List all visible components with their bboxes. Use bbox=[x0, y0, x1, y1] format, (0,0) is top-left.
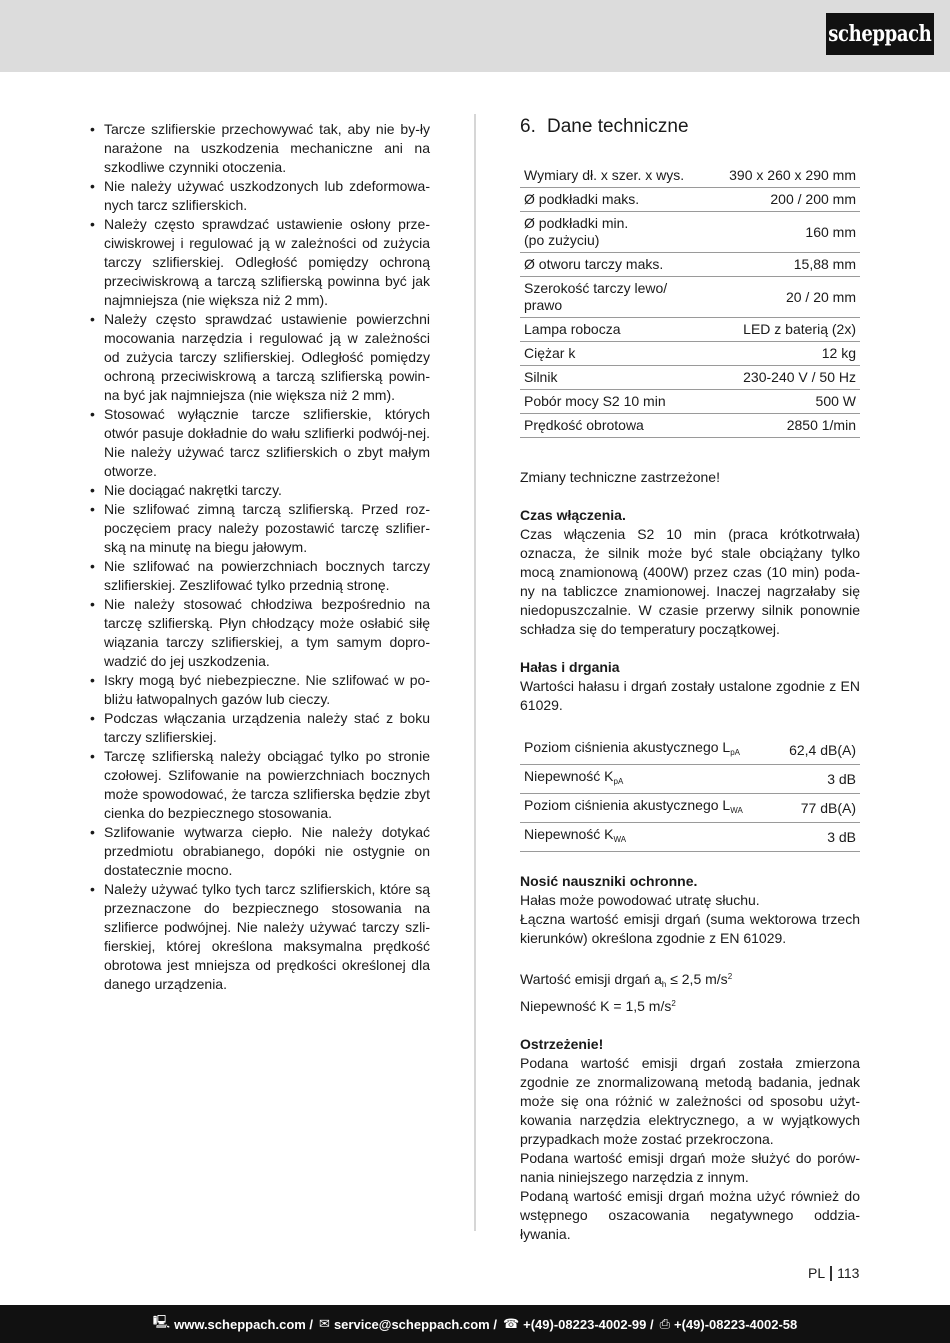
safety-bullet-item: • Należy często sprawdzać ustawienie powierzchni mocowania narzędzia i regulować ją w zależności od zużycia tarczy szlifierskiej. Odległość pomiędzy ochroną przeciwiskrową a tarczą szlifierską powin-na być jak najmniejsza (nie większa niż 2 mm). bbox=[88, 310, 430, 405]
spec-row bbox=[520, 277, 860, 318]
duty-heading: Czas włączenia. bbox=[520, 507, 626, 523]
noise-label: Poziom ciśnienia akustycznego $L_{WA}$ bbox=[520, 794, 776, 823]
spec-value: 12 kg bbox=[709, 342, 860, 366]
spec-label: Wymiary dł. x szer. x wys. bbox=[520, 164, 709, 188]
section-title: Dane techniczne bbox=[547, 116, 689, 137]
column-divider bbox=[474, 114, 476, 1231]
spec-value: 20 / 20 mm bbox=[709, 277, 860, 318]
spec-row bbox=[520, 212, 860, 253]
safety-bullet-item: • Nie szlifować zimną tarczą szlifierską. Przed roz-poczęciem pracy należy pozostawić tarczę szlifier-ską na minutę na biegu jałowym. bbox=[88, 500, 430, 557]
safety-bullet-item: • Należy używać tylko tych tarcz szlifierskich, które są przeznaczone do bezpiecznego stosowania na szlifierce podwójnej. Nie należy używać tarczy szli-fierskiej, której określona maksymalna prędkość obrotowa jest mniejsza od prędkości określonej dla danego urządzenia. bbox=[88, 880, 430, 994]
duty-text: Czas włączenia S2 10 min (praca krótkotrwała) oznacza, że silnik może być stale obciążany tylko mocą znamionową (400W) przez czas (10 min) poda-ny na tabliczce znamionowej. Inaczej nagrzałaby się niedopuszczalnie. W czasie przerwy silnik ponownie schładza się do temperatury początkowej. bbox=[520, 526, 860, 637]
spec-label: Ø otworu tarczy maks. bbox=[520, 253, 709, 277]
spec-label: Prędkość obrotowa bbox=[520, 414, 709, 438]
ear-line2: Łączna wartość emisji drgań (suma wektorowa trzech kierunków) określona zgodnie z EN 61029. bbox=[520, 911, 860, 946]
warning-p2: Podana wartość emisji drgań może służyć do porów-nania niniejszego narzędzia z innym. bbox=[520, 1150, 860, 1185]
spec-value: 200 / 200 mm bbox=[709, 188, 860, 212]
spec-row bbox=[520, 253, 860, 277]
safety-bullet-item: • Nie dociągać nakrętki tarczy. bbox=[88, 481, 430, 500]
spec-value: 160 mm bbox=[709, 212, 860, 253]
spec-value: 2850 1/min bbox=[709, 414, 860, 438]
spec-row bbox=[520, 164, 860, 188]
noise-row bbox=[520, 794, 860, 823]
contact-footer bbox=[0, 1305, 950, 1343]
spec-value: 390 x 260 x 290 mm bbox=[709, 164, 860, 188]
changes-note: Zmiany techniczne zastrzeżone! bbox=[520, 469, 720, 485]
spec-value: 230-240 V / 50 Hz bbox=[709, 366, 860, 390]
safety-bullet-item: • Stosować wyłącznie tarcze szlifierskie, których otwór pasuje dokładnie do wału szlifierki podwój-nej. Nie należy używać tarcz szlifierskich o zbyt małym otworze. bbox=[88, 405, 430, 481]
noise-row bbox=[520, 823, 860, 852]
noise-value: 62,4 dB(A) bbox=[776, 736, 860, 765]
footer-website: www.scheppach.com / bbox=[174, 1316, 314, 1332]
fax-icon: ⎙ bbox=[659, 1316, 670, 1331]
spec-row bbox=[520, 342, 860, 366]
noise-value: 77 dB(A) bbox=[776, 794, 860, 823]
vibration-uncertainty: Niepewność K = 1,5 $m/s^2$ bbox=[520, 998, 676, 1014]
safety-bullet-item: • Nie należy używać uszkodzonych lub zdeformowa-nych tarcz szlifierskich. bbox=[88, 177, 430, 215]
safety-bullet-item: • Nie szlifować na powierzchniach bocznych tarczy szlifierskiej. Zeszlifować tylko przednią stronę. bbox=[88, 557, 430, 595]
phone-icon: ☎ bbox=[502, 1316, 520, 1331]
spec-row bbox=[520, 188, 860, 212]
warning-p3: Podaną wartość emisji drgań można użyć również do wstępnego oszacowania negatywnego oddzia-ływania. bbox=[520, 1188, 860, 1242]
ear-heading: Nosić nauszniki ochronne. bbox=[520, 873, 698, 889]
spec-label: Ciężar k bbox=[520, 342, 709, 366]
safety-bullet-item: • Iskry mogą być niebezpieczne. Nie szlifować w po-bliżu łatwopalnych gazów lub cieczy. bbox=[88, 671, 430, 709]
safety-bullet-item: • Należy często sprawdzać ustawienie osłony prze-ciwiskrowej i regulować ją w zależności od zużycia tarczy szlifierskiej. Odległość pomiędzy ochroną przeciwiskrową a tarczą szlifierską powinna być jak najmniejsza (nie większa niż 2 mm). bbox=[88, 215, 430, 310]
noise-text: Wartości hałasu i drgań zostały ustalone zgodnie z EN 61029. bbox=[520, 678, 860, 713]
warning-heading: Ostrzeżenie! bbox=[520, 1036, 604, 1052]
safety-bullet-item: • Tarczę szlifierską należy obciągać tylko po stronie czołowej. Szlifowanie na powierzchniach bocznych może spowodować, że tarcza szlifierska będzie zbyt cienka do bezpiecznego stosowania. bbox=[88, 747, 430, 823]
safety-bullet-item: • Nie należy stosować chłodziwa bezpośrednio na tarczę szlifierską. Płyn chłodzący może osłabić siłę wiązania tarczy szlifierskiej, a tym samym dopro-wadzić do jej uszkodzenia. bbox=[88, 595, 430, 671]
spec-row bbox=[520, 390, 860, 414]
spec-value: LED z baterią (2x) bbox=[709, 318, 860, 342]
section-heading bbox=[520, 116, 860, 138]
header-band bbox=[0, 0, 950, 72]
spec-value: 500 W bbox=[709, 390, 860, 414]
vibration-value: Wartość emisji drgań $a_h \le 2,5$ $m/s^2$ bbox=[520, 971, 733, 989]
envelope-icon: ✉ bbox=[319, 1316, 330, 1331]
computer-icon: 🖳 bbox=[152, 1314, 171, 1329]
footer-fax: +(49)-08223-4002-58 bbox=[674, 1316, 798, 1332]
footer-email: service@scheppach.com / bbox=[333, 1316, 497, 1332]
noise-heading: Hałas i drgania bbox=[520, 659, 620, 675]
safety-bullet-item: • Tarcze szlifierskie przechowywać tak, aby nie by-ły narażone na uszkodzenia mechaniczne ani na szkodliwe czynniki otoczenia. bbox=[88, 120, 430, 177]
noise-label: Niepewność $K_{WA}$ bbox=[520, 823, 776, 852]
noise-label: Niepewność $K_{pA}$ bbox=[520, 765, 776, 794]
section-number: 6. bbox=[520, 116, 536, 137]
spec-label: Ø podkładki maks. bbox=[520, 188, 709, 212]
spec-value: 15,88 mm bbox=[709, 253, 860, 277]
spec-label: Szerokość tarczy lewo/ prawo bbox=[520, 277, 709, 318]
spec-row bbox=[520, 366, 860, 390]
safety-bullet-list bbox=[88, 120, 430, 994]
spec-label: Lampa robocza bbox=[520, 318, 709, 342]
noise-row bbox=[520, 765, 860, 794]
page-number-value: 113 bbox=[837, 1265, 860, 1281]
noise-value: 3 dB bbox=[776, 823, 860, 852]
specs-table bbox=[520, 164, 860, 438]
page-number bbox=[808, 1265, 859, 1281]
footer-phone: +(49)-08223-4002-99 / bbox=[523, 1316, 654, 1332]
spec-label: Pobór mocy S2 10 min bbox=[520, 390, 709, 414]
warning-p1: Podana wartość emisji drgań została zmierzona zgodnie ze znormalizowaną metodą badania, jednak może się ona różnić w zależności od sposobu użyt-kowania narzędzia elektrycznego, a w wyjątkowych przypadkach może zostać przekroczona. bbox=[520, 1055, 860, 1147]
spec-row bbox=[520, 414, 860, 438]
noise-row bbox=[520, 736, 860, 765]
brand-logo: scheppach bbox=[826, 13, 934, 55]
spec-row bbox=[520, 318, 860, 342]
page-separator bbox=[830, 1266, 832, 1281]
ear-line1: Hałas może powodować utratę słuchu. bbox=[520, 892, 760, 908]
safety-bullet-item: • Szlifowanie wytwarza ciepło. Nie należy dotykać przedmiotu obrabianego, dopóki nie ostygnie on dostatecznie mocno. bbox=[88, 823, 430, 880]
noise-label: Poziom ciśnienia akustycznego $L_{pA}$ bbox=[520, 736, 776, 765]
noise-table bbox=[520, 736, 860, 852]
spec-label: Ø podkładki min. (po zużyciu) bbox=[520, 212, 709, 253]
noise-value: 3 dB bbox=[776, 765, 860, 794]
safety-instructions-column bbox=[88, 120, 430, 994]
technical-data-column bbox=[520, 116, 860, 1244]
page-language: PL bbox=[808, 1265, 826, 1281]
spec-label: Silnik bbox=[520, 366, 709, 390]
safety-bullet-item: • Podczas włączania urządzenia należy stać z boku tarczy szlifierskiej. bbox=[88, 709, 430, 747]
